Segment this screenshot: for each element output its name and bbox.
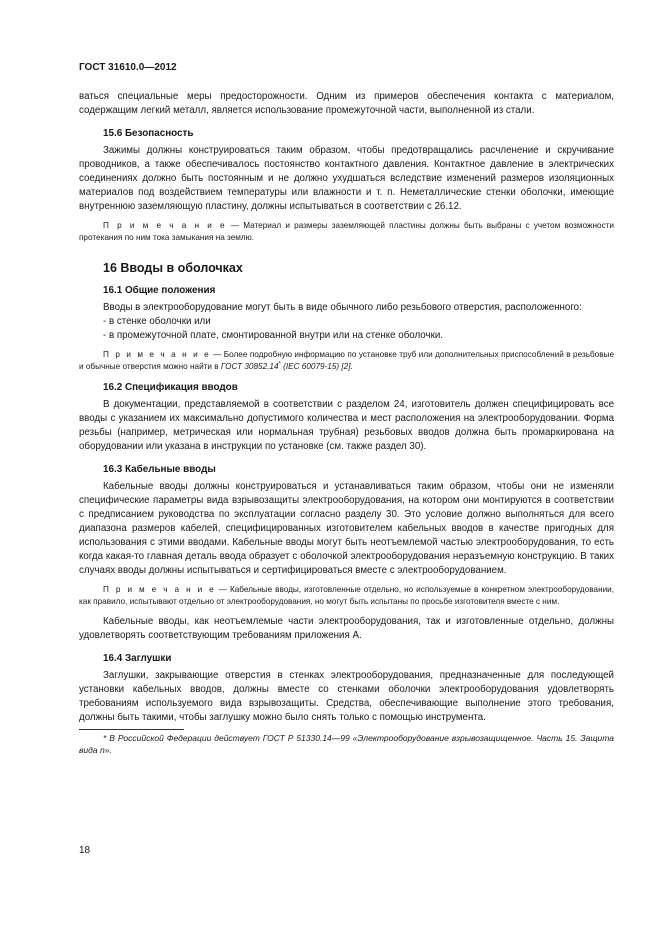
note-label: П р и м е ч а н и е — [103, 585, 216, 594]
section-16-3-paragraph: Кабельные вводы должны конструироваться и устанавливаться таким образом, чтобы они не изменяли специфические параметры вида взрывозащиты электрооборудования, на котором они монтируются в соответствии с предписанием руководства по эксплуатации согласно разделу 30. Это условие должно выполняться для всего диапазона размеров кабелей, специфицированных изготовителем кабельных вводов в качестве пригодных для использования с этими вводами. Кабельные вводы могут быть неотъемлемой частью электрооборудования, то есть когда какая-то главная деталь ввода образует с оболочкой электрооборудования неразъемную конструкцию. В таких случаях вводы должны испытываться и сертифицироваться вместе с электрооборудованием. — [79, 481, 614, 576]
note-text: — Кабельные вводы, изготовленные отдельно, но используемые в конкретном электрооборудовании, как правило, испытывают отдельно от электрооборудования, но могут быть испытаны по просьбе изготовителя вместе с ним. — [79, 585, 615, 606]
note-text: — Более подробную информацию по установке труб или дополнительных приспособлений в резьбовые и обычные отверстия можно найти в — [79, 350, 614, 371]
footnote-marker: * — [278, 360, 281, 367]
page-number: 18 — [79, 845, 91, 856]
section-16-4-paragraph: Заглушки, закрывающие отверстия в стенках электрооборудования, предназначенные для последующей установки кабельных вводов, должны вместе со стенками оболочки электрооборудования удовлетворять требованиям используемого вида взрывозащиты. Средства, обеспечивающие выполнение этого требования, должны быть такими, чтобы заглушку можно было снять только с помощью инструмента. — [79, 670, 614, 723]
footnote-divider — [79, 729, 184, 730]
section-16-1-title: 16.1 Общие положения — [103, 285, 216, 296]
section-16-3-paragraph-2: Кабельные вводы, как неотъемлемые части электрооборудования, так и изготовленные отдельно, должны удовлетворять соответствующим требованиям приложения А. — [79, 616, 614, 641]
section-16-2-title: 16.2 Спецификация вводов — [103, 382, 238, 393]
note-label: П р и м е ч а н и е — [103, 221, 227, 230]
section-15-6-paragraph: Зажимы должны конструироваться таким образом, чтобы предотвращались расчленение и скручивание проводников, а также обеспечивалось постоянство контактного давления. Контактное давление в электрических соединениях должно быть постоянным и не должно ухудшаться вследствие изменений размеров изоляционных материалов под воздействием температуры или влажности и т. п. Неметаллические стенки оболочки, имеющие внутреннюю заземляющую пластину, должны испытываться в соответствии с 26.12. — [79, 145, 614, 212]
section-15-6-note — [79, 220, 614, 243]
list-item: - в стенке оболочки или — [103, 316, 211, 327]
section-16-3-note — [79, 584, 614, 607]
note-reference: ГОСТ 30852.14 — [220, 361, 279, 371]
section-16-1-list — [79, 315, 614, 343]
note-text: — Материал и размеры заземляющей пластины должны быть выбраны с учетом возможности протекания по ним тока замыкания на землю. — [79, 221, 614, 242]
document-code-header: ГОСТ 31610.0—2012 — [79, 62, 177, 73]
section-15-6-title: 15.6 Безопасность — [103, 128, 194, 139]
footnote-mark: * — [103, 733, 107, 743]
section-16-1-note — [79, 349, 614, 372]
section-16-2-paragraph: В документации, представляемой в соответствии с разделом 24, изготовитель должен специфицировать все вводы с указанием их максимально допустимого количества и мест расположения на электрооборудовании. Форма резьбы (например, метрическая или нормальная трубная) резьбовых вводов должна быть промаркирована на оборудовании или указана в инструкции по установке (см. также раздел 30). — [79, 399, 614, 452]
section-16-1-paragraph: Вводы в электрооборудование могут быть в виде обычного либо резьбового отверстия, расположенного: — [103, 302, 582, 313]
list-item: - в промежуточной плате, смонтированной внутри или на стенке оболочки. — [103, 330, 444, 341]
note-reference-iec: (IEC 60079-15) [2]. — [280, 361, 353, 371]
section-16-3-title: 16.3 Кабельные вводы — [103, 464, 216, 475]
intro-continuation: ваться специальные меры предосторожности. Одним из примеров обеспечения контакта с материалом, содержащим легкий металл, является использование промежуточной части, выполненной из стали. — [79, 91, 614, 116]
footnote — [79, 732, 614, 756]
main-text-column — [79, 90, 614, 756]
note-label: П р и м е ч а н и е — [103, 350, 211, 359]
footnote-text: В Российской Федерации действует ГОСТ Р 51330.14—99 «Электрооборудование взрывозащищенное. Часть 15. Защита вида n». — [79, 733, 614, 755]
section-16-title: 16 Вводы в оболочках — [103, 261, 243, 275]
section-16-4-title: 16.4 Заглушки — [103, 653, 172, 664]
